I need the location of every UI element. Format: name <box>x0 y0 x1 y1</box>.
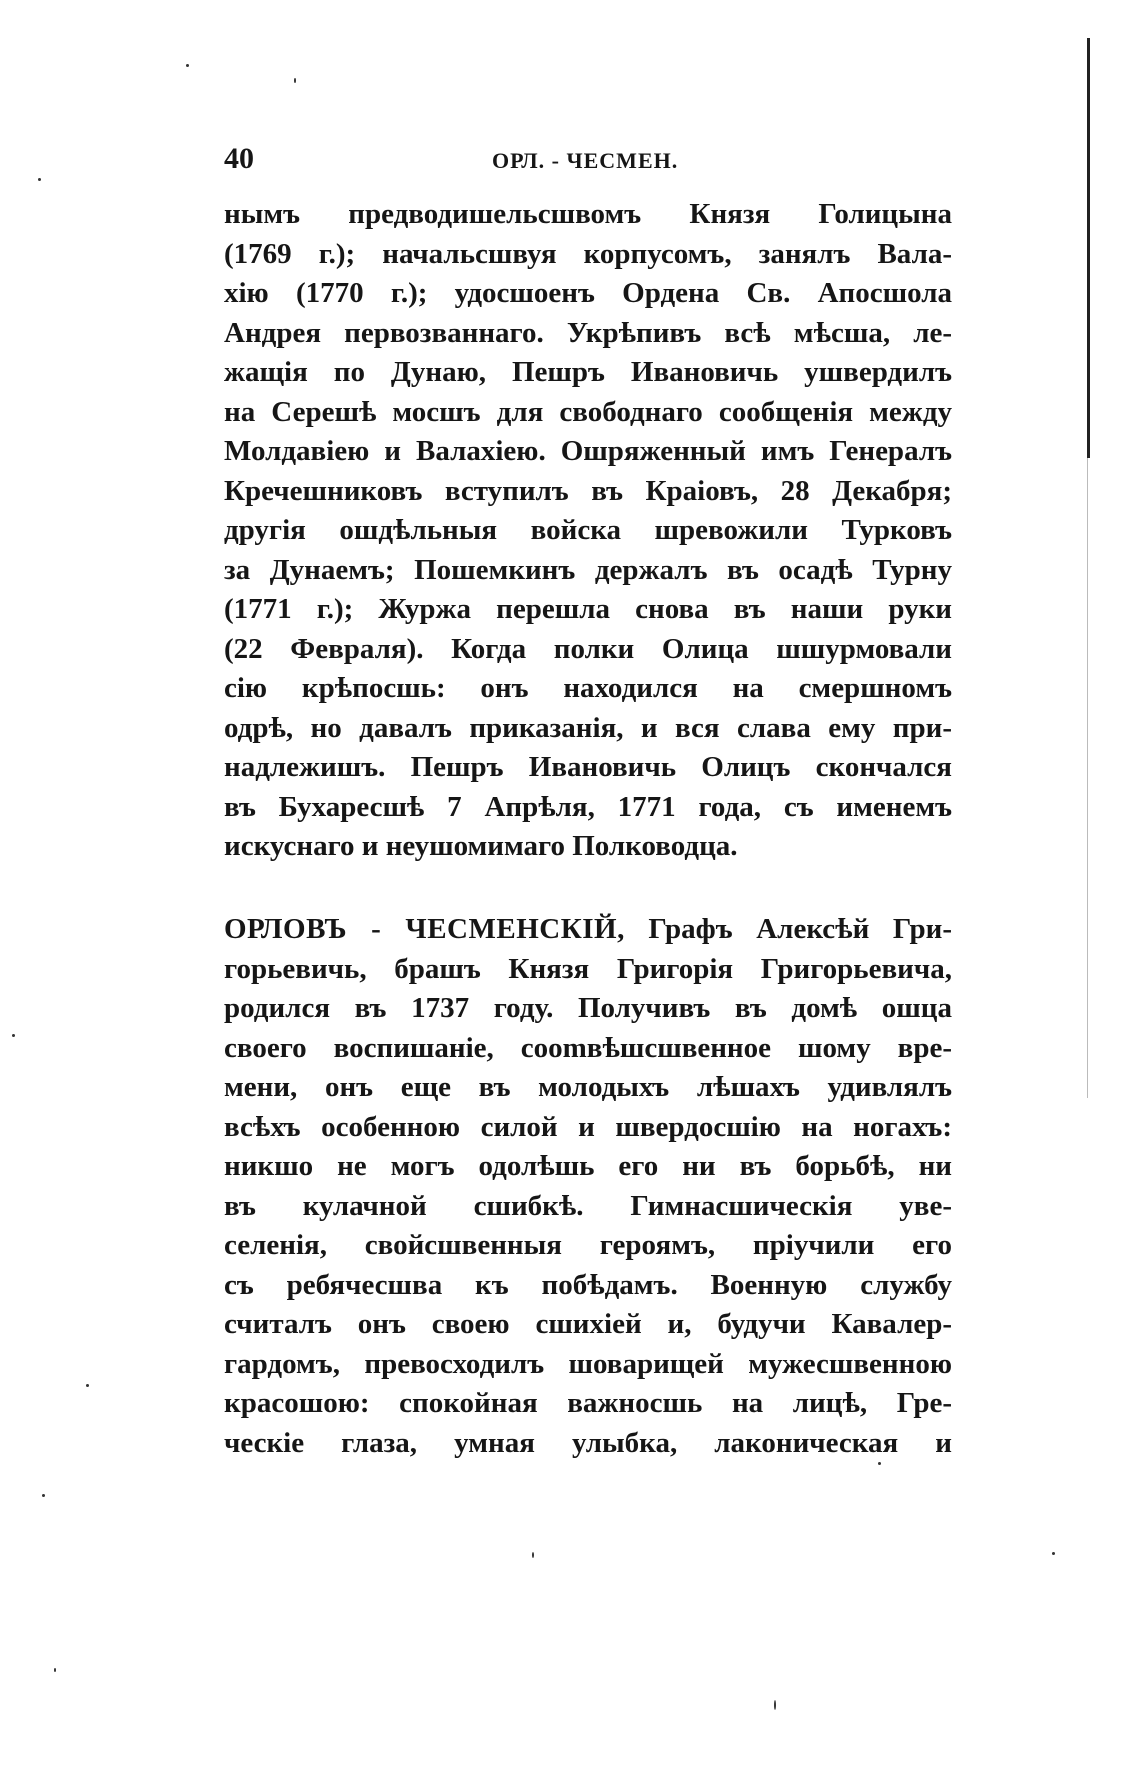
running-title: ОРЛ. - ЧЕСМЕН. <box>492 148 679 173</box>
article-continuation <box>224 195 952 867</box>
text-line: красошою: спокойная важносшь на лицѣ, Гре- <box>224 1387 952 1419</box>
page-number: 40 <box>224 142 254 175</box>
text-line: за Дунаемъ; Пошемкинъ держалъ въ осадѣ Турну <box>224 553 952 586</box>
text-line: родился въ 1737 году. Получивъ въ домѣ ошца <box>224 992 952 1024</box>
text-line: нымъ предводишельсшвомъ Князя Голицына <box>224 198 952 230</box>
text-line: гардомъ, превосходилъ шоварищей мужесшвенною <box>224 1347 952 1380</box>
text-line: никшо не могъ одолѣшь его ни въ борьбѣ, ни <box>224 1150 952 1182</box>
page-edge-line-faint <box>1087 458 1088 1098</box>
entry-first-line-text: Графъ Алексѣй Гри- <box>624 913 952 945</box>
text-line: надлежишъ. Пешръ Ивановичь Олицъ скончался <box>224 751 952 783</box>
text-line: хію (1770 г.); удосшоенъ Ордена Св. Апосшола <box>224 277 952 309</box>
text-line: на Серешѣ мосшъ для свободнаго сообщенія между <box>224 395 952 428</box>
text-line: въ кулачной сшибкѣ. Гимнасшическія уве- <box>224 1189 952 1222</box>
text-line: селенія, свойсшвенныя героямъ, пріучили его <box>224 1229 952 1261</box>
text-line: Кречешниковъ вступилъ въ Краіовъ, 28 Декабря; <box>224 474 952 507</box>
speck <box>294 78 296 83</box>
page-edge-line <box>1087 38 1090 458</box>
text-line: (22 Февраля). Когда полки Олица шшурмовали <box>224 632 952 665</box>
speck <box>12 1034 15 1037</box>
speck <box>54 1668 56 1672</box>
text-line: своего воспишаніе, сооmвѣшсшвенное шому вре- <box>224 1031 952 1064</box>
speck <box>1052 1552 1055 1555</box>
speck <box>186 64 189 67</box>
text-line: сію крѣпосшь: онъ находился на смершномъ <box>224 672 952 704</box>
text-line: одрѣ, но давалъ приказанія, и вся слава ему при- <box>224 711 952 744</box>
text-line: искуснаго и неушомимаго Полководца. <box>224 830 738 862</box>
article-orlov-chesmensky <box>224 910 952 1463</box>
speck <box>86 1384 89 1387</box>
text-line: съ ребячесшва къ побѣдамъ. Военную службу <box>224 1268 952 1301</box>
text-line: (1769 г.); начальсшвуя корпусомъ, занялъ Вала- <box>224 237 952 270</box>
text-line: всѣхъ особенною силой и швердосшію на ногахъ: <box>224 1110 952 1143</box>
speck <box>774 1700 776 1710</box>
article-first-line <box>224 910 952 950</box>
text-line: мени, онъ еще въ молодыхъ лѣшахъ удивлялъ <box>224 1071 952 1103</box>
text-line: въ Бухаресшѣ 7 Апрѣля, 1771 года, съ именемъ <box>224 790 952 823</box>
text-line: горьевичь, брашъ Князя Григорія Григорьевича, <box>224 952 952 985</box>
speck <box>532 1552 534 1558</box>
text-line: считалъ онъ своею сшихіей и, будучи Кавалер- <box>224 1308 952 1340</box>
entry-headword: ОРЛОВЪ - ЧЕСМЕНСКІЙ, <box>224 913 625 945</box>
speck <box>38 178 41 181</box>
speck <box>42 1494 45 1497</box>
text-line: Молдавіею и Валахіею. Ошряженный имъ Генералъ <box>224 435 952 467</box>
text-line: другія ошдѣльныя войска шревожили Турковъ <box>224 514 952 546</box>
running-head <box>224 142 952 182</box>
text-line: (1771 г.); Журжа перешла снова въ наши руки <box>224 593 952 625</box>
text-line: жащія по Дунаю, Пешръ Ивановичь ушвердилъ <box>224 356 952 388</box>
text-line: Андрея первозваннаго. Укрѣпивъ всѣ мѣсша, ле- <box>224 316 952 349</box>
text-line: ческіе глаза, умная улыбка, лаконическая и <box>224 1426 952 1459</box>
